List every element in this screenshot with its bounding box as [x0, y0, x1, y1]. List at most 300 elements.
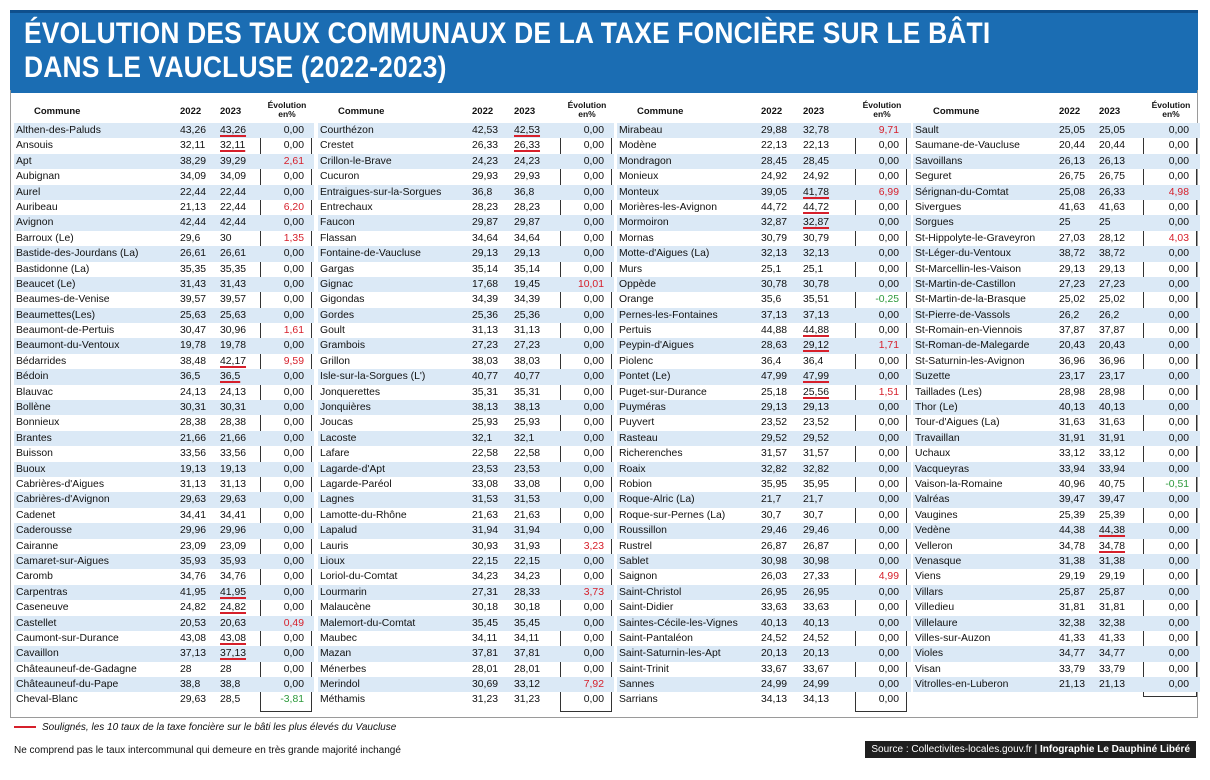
table-row: [617, 508, 911, 523]
table-row: [617, 431, 911, 446]
table-row: [14, 539, 314, 554]
rate-2022: 21,66: [180, 432, 207, 444]
evolution-percent: 0,00: [878, 417, 899, 429]
rate-2023: 30,18: [514, 602, 541, 614]
table-row: [913, 123, 1200, 138]
rate-2022: 27,23: [1059, 278, 1086, 290]
header-evolution: Évolution en%: [862, 100, 902, 119]
rate-2022: 38,29: [180, 155, 207, 167]
table-row: [617, 523, 911, 538]
rate-2022: 29,93: [472, 171, 499, 183]
table-row: [913, 400, 1200, 415]
table-row: [617, 692, 911, 707]
evolution-percent: 0,49: [283, 617, 304, 629]
rate-2023: 31,23: [514, 694, 541, 706]
commune-name: Crillon-le-Brave: [320, 155, 392, 167]
evolution-percent: 0,00: [283, 171, 304, 183]
commune-name: Joucas: [320, 417, 353, 429]
rate-2022: 35,35: [180, 263, 207, 275]
table-row: [14, 277, 314, 292]
commune-name: Lourmarin: [320, 586, 367, 598]
rate-2023: 40,13: [1099, 402, 1126, 414]
evolution-percent: 0,00: [878, 402, 899, 414]
commune-name: Tour-d'Aigues (La): [915, 417, 1000, 429]
commune-name: Saint-Trinit: [619, 663, 669, 675]
evolution-percent: 0,00: [1168, 386, 1189, 398]
table-row: [14, 569, 314, 584]
commune-name: Lagarde-d'Apt: [320, 463, 385, 475]
rate-2022: 32,13: [761, 248, 788, 260]
table-row: [617, 123, 911, 138]
rate-2022: 31,63: [1059, 417, 1086, 429]
evolution-percent: 0,00: [878, 309, 899, 321]
commune-name: Lapalud: [320, 525, 357, 537]
rate-2022: 39,57: [180, 294, 207, 306]
table-row: [913, 616, 1200, 631]
rate-2023: 39,29: [220, 155, 247, 167]
rate-2023: 26,87: [803, 540, 830, 552]
table-row: [617, 200, 911, 215]
evolution-percent: 0,00: [878, 586, 899, 598]
commune-name: Saint-Christol: [619, 586, 682, 598]
rate-2023: 34,77: [1099, 648, 1126, 660]
commune-name: Sérignan-du-Comtat: [915, 186, 1009, 198]
rate-2022: 37,13: [761, 309, 788, 321]
evolution-percent: 0,00: [1168, 509, 1189, 521]
commune-name: Gigondas: [320, 294, 365, 306]
rate-2022: 28,01: [472, 663, 499, 675]
commune-name: Puget-sur-Durance: [619, 386, 707, 398]
rate-2023: 37,87: [1099, 325, 1126, 337]
rate-2022: 26,03: [761, 571, 788, 583]
table-row: [913, 677, 1200, 692]
rate-2023: 21,7: [803, 494, 824, 506]
rate-2022: 29,13: [761, 402, 788, 414]
table-row: [913, 215, 1200, 230]
commune-name: Suzette: [915, 371, 951, 383]
evolution-percent: 0,00: [878, 171, 899, 183]
table-row: [617, 308, 911, 323]
table-row: [617, 385, 911, 400]
commune-name: Sorgues: [915, 217, 954, 229]
table-row: [14, 385, 314, 400]
rate-2022: 20,43: [1059, 340, 1086, 352]
rate-2023: 31,38: [1099, 555, 1126, 567]
table-rows: [617, 123, 911, 708]
table-row: [318, 369, 614, 384]
source-text: Source : Collectivites-locales.gouv.fr: [871, 744, 1032, 755]
header-2022: 2022: [761, 106, 783, 117]
evolution-percent: 0,00: [583, 355, 604, 367]
rate-2022: 43,08: [180, 632, 207, 644]
commune-name: Rasteau: [619, 432, 658, 444]
evolution-percent: 0,00: [878, 140, 899, 152]
evolution-percent: 0,00: [1168, 248, 1189, 260]
rate-2022: 30,93: [472, 540, 499, 552]
rate-2022: 38,48: [180, 355, 207, 367]
commune-name: Vaugines: [915, 509, 958, 521]
table-row: [617, 154, 911, 169]
commune-name: Cabrières-d'Avignon: [16, 494, 110, 506]
table-row: [913, 662, 1200, 677]
evolution-percent: 0,00: [283, 309, 304, 321]
evolution-percent: 0,00: [283, 509, 304, 521]
commune-name: Sault: [915, 125, 939, 136]
rate-2023: 33,67: [803, 663, 830, 675]
table-row: [318, 616, 614, 631]
rate-2022: 29,63: [180, 694, 207, 706]
rate-2023: 44,38: [1099, 525, 1126, 537]
table-row: [318, 400, 614, 415]
table-row: [617, 369, 911, 384]
table-row: [617, 231, 911, 246]
table-row: [14, 462, 314, 477]
commune-name: St-Roman-de-Malegarde: [915, 340, 1030, 352]
rate-2023: 29,13: [514, 248, 541, 260]
source-bar: Source : Collectivites-locales.gouv.fr | Infographie Le Dauphiné Libéré: [865, 741, 1196, 758]
rate-2023: 35,31: [514, 386, 541, 398]
table-row: [617, 631, 911, 646]
rate-2022: 26,2: [1059, 309, 1080, 321]
commune-name: St-Léger-du-Ventoux: [915, 248, 1011, 260]
commune-name: Lioux: [320, 555, 345, 567]
table-column: [913, 93, 1200, 718]
table-row: [913, 600, 1200, 615]
commune-name: Ménerbes: [320, 663, 367, 675]
rate-2023: 29,93: [514, 171, 541, 183]
evolution-percent: 1,61: [283, 325, 304, 337]
evolution-percent: 0,00: [583, 571, 604, 583]
rate-2023: 41,78: [803, 186, 830, 198]
rate-2022: 23,09: [180, 540, 207, 552]
evolution-percent: 0,00: [283, 525, 304, 537]
rate-2023: 35,45: [514, 617, 541, 629]
table-row: [318, 446, 614, 461]
evolution-percent: 0,00: [583, 140, 604, 152]
commune-name: St-Saturnin-les-Avignon: [915, 355, 1025, 367]
rate-2022: 24,82: [180, 602, 207, 614]
rate-2022: 31,91: [1059, 432, 1086, 444]
commune-name: Pernes-les-Fontaines: [619, 309, 718, 321]
table-row: [14, 323, 314, 338]
table-row: [318, 631, 614, 646]
rate-2023: 26,13: [1099, 155, 1126, 167]
rate-2022: 31,13: [180, 478, 207, 490]
commune-name: Beaumont-de-Pertuis: [16, 325, 115, 337]
rate-2023: 33,56: [220, 448, 247, 460]
table-row: [14, 231, 314, 246]
commune-name: Camaret-sur-Aigues: [16, 555, 109, 567]
evolution-percent: 0,00: [583, 694, 604, 706]
rate-2023: 25,39: [1099, 509, 1126, 521]
rate-2022: 23,52: [761, 417, 788, 429]
rate-2022: 29,13: [1059, 263, 1086, 275]
rate-2023: 32,1: [514, 432, 535, 444]
rate-2023: 25,05: [1099, 125, 1126, 136]
commune-name: Bonnieux: [16, 417, 60, 429]
rate-2022: 40,77: [472, 371, 499, 383]
evolution-percent: 0,00: [1168, 371, 1189, 383]
commune-name: Sarrians: [619, 694, 658, 706]
header-2022: 2022: [472, 106, 494, 117]
rate-2023: 28: [220, 663, 232, 675]
commune-name: Roque-sur-Pernes (La): [619, 509, 726, 521]
rate-2023: 26,75: [1099, 171, 1126, 183]
evolution-percent: 0,00: [878, 448, 899, 460]
evolution-percent: 0,00: [878, 648, 899, 660]
rate-2022: 37,13: [180, 648, 207, 660]
evolution-percent: 0,00: [283, 478, 304, 490]
rate-2022: 24,99: [761, 679, 788, 691]
rate-2022: 29,46: [761, 525, 788, 537]
commune-name: Beaucet (Le): [16, 278, 76, 290]
table-row: [617, 600, 911, 615]
rate-2023: 43,08: [220, 632, 247, 644]
table-row: [913, 523, 1200, 538]
commune-name: Lamotte-du-Rhône: [320, 509, 407, 521]
rate-2022: 23,53: [472, 463, 499, 475]
commune-name: Grambois: [320, 340, 366, 352]
rate-2022: 28,98: [1059, 386, 1086, 398]
evolution-percent: 3,23: [583, 540, 604, 552]
commune-name: Oppède: [619, 278, 656, 290]
rate-2022: 25: [1059, 217, 1071, 229]
rate-2022: 33,79: [1059, 663, 1086, 675]
rate-2022: 25,08: [1059, 186, 1086, 198]
commune-name: Villedieu: [915, 602, 955, 614]
rate-2023: 36,8: [514, 186, 535, 198]
table-row: [913, 185, 1200, 200]
rate-2023: 37,13: [220, 648, 247, 660]
rate-2023: 34,64: [514, 232, 541, 244]
rate-2022: 20,13: [761, 648, 788, 660]
commune-name: Modène: [619, 140, 657, 152]
rate-2023: 34,39: [514, 294, 541, 306]
commune-name: Althen-des-Paluds: [16, 125, 101, 136]
commune-name: Vaison-la-Romaine: [915, 478, 1003, 490]
evolution-percent: 0,00: [878, 463, 899, 475]
evolution-percent: 0,00: [283, 340, 304, 352]
rate-2023: 28,45: [803, 155, 830, 167]
rate-2022: 21,13: [180, 201, 207, 213]
table-row: [318, 169, 614, 184]
rate-2022: 41,63: [1059, 201, 1086, 213]
evolution-percent: 6,99: [878, 186, 899, 198]
evolution-percent: 0,00: [583, 417, 604, 429]
commune-name: Saint-Pantaléon: [619, 632, 693, 644]
table-row: [913, 631, 1200, 646]
rate-2023: 32,11: [220, 140, 246, 152]
commune-name: Puyméras: [619, 402, 666, 414]
commune-name: Uchaux: [915, 448, 951, 460]
rate-2022: 29,52: [761, 432, 788, 444]
rate-2022: 30,98: [761, 555, 788, 567]
evolution-percent: 0,00: [583, 217, 604, 229]
rate-2023: 30: [220, 232, 232, 244]
rate-2022: 30,69: [472, 679, 499, 691]
rate-2023: 22,44: [220, 186, 247, 198]
table-row: [318, 323, 614, 338]
table-row: [14, 415, 314, 430]
table-row: [617, 677, 911, 692]
credit-text: Infographie Le Dauphiné Libéré: [1039, 744, 1190, 755]
commune-name: Violes: [915, 648, 944, 660]
commune-name: Vacqueyras: [915, 463, 970, 475]
rate-2022: 31,57: [761, 448, 788, 460]
rate-2022: 25,05: [1059, 125, 1086, 136]
table-row: [14, 677, 314, 692]
rate-2022: 31,53: [472, 494, 499, 506]
rate-2022: 31,13: [472, 325, 499, 337]
commune-name: Orange: [619, 294, 654, 306]
evolution-percent: 0,00: [1168, 278, 1189, 290]
commune-name: Bastidonne (La): [16, 263, 90, 275]
rate-2023: 34,78: [1099, 540, 1126, 552]
underline-legend-swatch: [14, 726, 36, 728]
commune-name: Crestet: [320, 140, 354, 152]
legend: [14, 722, 396, 733]
table-row: [913, 292, 1200, 307]
rate-2022: 26,75: [1059, 171, 1086, 183]
rate-2022: 31,23: [472, 694, 499, 706]
evolution-percent: 0,00: [878, 248, 899, 260]
commune-name: Jonquerettes: [320, 386, 381, 398]
commune-name: Entrechaux: [320, 201, 373, 213]
rate-2022: 34,39: [472, 294, 499, 306]
evolution-percent: 0,00: [1168, 140, 1189, 152]
evolution-percent: 0,00: [583, 525, 604, 537]
evolution-percent: 0,00: [878, 278, 899, 290]
rate-2023: 28,38: [220, 417, 247, 429]
table-row: [318, 354, 614, 369]
evolution-percent: 0,00: [283, 248, 304, 260]
header-commune: Commune: [637, 106, 684, 117]
table-row: [617, 616, 911, 631]
rate-2022: 42,53: [472, 125, 499, 136]
commune-name: Puyvert: [619, 417, 655, 429]
title-line-2: DANS LE VAUCLUSE (2022-2023): [24, 51, 447, 84]
rate-2022: 32,11: [180, 140, 206, 152]
rate-2022: 21,13: [1059, 679, 1086, 691]
commune-name: Bédarrides: [16, 355, 67, 367]
rate-2023: 22,58: [514, 448, 541, 460]
commune-name: Rustrel: [619, 540, 652, 552]
evolution-percent: 0,00: [283, 140, 304, 152]
rate-2022: 25,93: [472, 417, 499, 429]
table-row: [617, 185, 911, 200]
table-row: [617, 492, 911, 507]
rate-2023: 23,09: [220, 540, 247, 552]
rate-2023: 29,19: [1099, 571, 1126, 583]
commune-name: Courthézon: [320, 125, 374, 136]
rate-2022: 28,45: [761, 155, 788, 167]
rate-2023: 34,23: [514, 571, 541, 583]
commune-name: Fontaine-de-Vaucluse: [320, 248, 421, 260]
commune-name: Bollène: [16, 402, 51, 414]
rate-2023: 33,12: [1099, 448, 1126, 460]
table-row: [14, 169, 314, 184]
commune-name: Cabrières-d'Aigues: [16, 478, 105, 490]
table-row: [913, 646, 1200, 661]
rate-2022: 43,26: [180, 125, 207, 136]
commune-name: Lagarde-Paréol: [320, 478, 392, 490]
evolution-percent: 0,00: [878, 432, 899, 444]
rate-2023: 23,53: [514, 463, 541, 475]
evolution-percent: 0,00: [1168, 217, 1189, 229]
rate-2023: 24,13: [220, 386, 247, 398]
evolution-percent: 0,00: [878, 263, 899, 275]
table-row: [14, 692, 314, 707]
evolution-percent: 0,00: [583, 432, 604, 444]
table-row: [913, 262, 1200, 277]
evolution-percent: 0,00: [283, 540, 304, 552]
rate-2022: 29,63: [180, 494, 207, 506]
commune-name: Ansouis: [16, 140, 53, 152]
commune-name: St-Hippolyte-le-Graveyron: [915, 232, 1036, 244]
rate-2023: 34,76: [220, 571, 247, 583]
rate-2022: 34,23: [472, 571, 499, 583]
evolution-percent: 7,92: [583, 679, 604, 691]
commune-name: Lagnes: [320, 494, 355, 506]
rate-2022: 27,31: [472, 586, 499, 598]
rate-2022: 32,38: [1059, 617, 1086, 629]
rate-2022: 44,88: [761, 325, 788, 337]
rate-2022: 36,96: [1059, 355, 1086, 367]
rate-2023: 24,82: [220, 602, 247, 614]
rate-2023: 47,99: [803, 371, 830, 383]
table-row: [913, 308, 1200, 323]
table-row: [14, 292, 314, 307]
rate-2023: 30,7: [803, 509, 824, 521]
commune-name: Murs: [619, 263, 643, 275]
rate-2022: 33,67: [761, 663, 788, 675]
rate-2023: 44,72: [803, 201, 830, 213]
rate-2022: 44,72: [761, 201, 788, 213]
table-row: [14, 246, 314, 261]
table-row: [14, 354, 314, 369]
table-row: [318, 662, 614, 677]
commune-name: Maubec: [320, 632, 357, 644]
rate-2023: 38,72: [1099, 248, 1126, 260]
commune-name: Caumont-sur-Durance: [16, 632, 119, 644]
evolution-percent: 0,00: [1168, 340, 1189, 352]
commune-name: Visan: [915, 663, 941, 675]
rate-2022: 33,63: [761, 602, 788, 614]
rate-2022: 25,63: [180, 309, 207, 321]
commune-name: Blauvac: [16, 386, 53, 398]
rate-2023: 20,43: [1099, 340, 1126, 352]
evolution-percent: 0,00: [583, 648, 604, 660]
rate-2023: 33,79: [1099, 663, 1126, 675]
table-row: [617, 138, 911, 153]
rate-2023: 34,13: [803, 694, 830, 706]
commune-name: St-Martin-de-la-Brasque: [915, 294, 1026, 306]
table-row: [913, 138, 1200, 153]
rate-2023: 25,36: [514, 309, 541, 321]
table-row: [617, 246, 911, 261]
rate-2023: 30,96: [220, 325, 247, 337]
rate-2023: 29,63: [220, 494, 247, 506]
rate-2022: 25,36: [472, 309, 499, 321]
evolution-percent: 0,00: [583, 309, 604, 321]
evolution-percent: 0,00: [283, 632, 304, 644]
evolution-percent: 0,00: [1168, 617, 1189, 629]
rate-2022: 30,78: [761, 278, 788, 290]
rate-2023: 32,13: [803, 248, 830, 260]
table-row: [14, 492, 314, 507]
table-row: [318, 246, 614, 261]
table-row: [318, 292, 614, 307]
